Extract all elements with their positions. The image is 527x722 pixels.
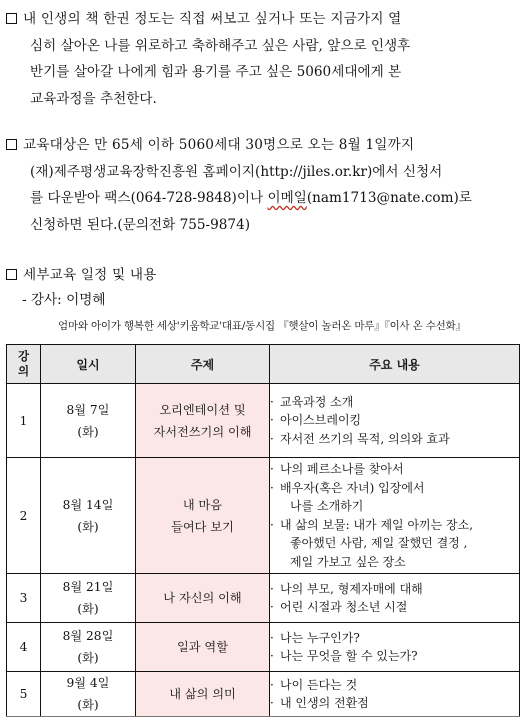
content-item xyxy=(270,629,519,648)
lecture-content xyxy=(270,384,520,458)
content-item-text: 좋아했던 사람, 제일 잘했던 결정 , xyxy=(290,536,468,550)
email-address: (nam1713@nate.com)로 xyxy=(306,190,472,206)
content-item xyxy=(270,676,519,695)
bullet-dot-icon: · xyxy=(270,413,274,428)
lecture-number: 3 xyxy=(7,574,41,623)
content-item-text: 나는 누구인가? xyxy=(280,630,360,645)
topic-text: 들여다 보기 xyxy=(171,519,234,534)
table-row xyxy=(7,384,520,458)
target-line-1: 교육대상은 만 65세 이하 5060세대 30명으로 오는 8월 1일까지 xyxy=(23,137,415,153)
lecture-date xyxy=(41,384,136,458)
topic-text: 내 삶의 의미 xyxy=(169,687,236,701)
target-line-3-a: 를 다운받아 팩스(064-728-9848)이나 xyxy=(30,190,268,206)
content-item-text: 아이스브레이킹 xyxy=(280,413,362,428)
content-item-text: 내 삶의 보물: 내가 제일 아끼는 장소, xyxy=(280,517,474,532)
content-item xyxy=(270,534,519,553)
checkbox-square-icon xyxy=(6,13,17,24)
content-item-text: 배우자(혹은 자녀) 입장에서 xyxy=(280,480,425,495)
date-text: 8월 14일 xyxy=(62,497,114,512)
content-item-text: 나의 부모, 형제자매에 대해 xyxy=(280,581,423,596)
checkbox-square-icon xyxy=(6,139,17,150)
content-item xyxy=(270,516,519,535)
bullet-dot-icon: · xyxy=(270,462,274,476)
day-text: (화) xyxy=(77,602,99,616)
target-line-3 xyxy=(6,185,520,212)
content-item-text: 어린 시절과 청소년 시절 xyxy=(280,600,408,614)
bullet-dot-icon: · xyxy=(270,394,274,409)
day-text: (화) xyxy=(77,519,99,534)
table-header-row xyxy=(7,345,520,384)
bullet-dot-icon: · xyxy=(270,600,274,614)
lecture-topic xyxy=(136,458,270,574)
bullet-dot-icon xyxy=(270,553,280,572)
lecture-number: 5 xyxy=(7,672,41,717)
lecture-content xyxy=(270,458,520,574)
date-text: 8월 28일 xyxy=(62,629,114,643)
bullet-dot-icon: · xyxy=(270,517,274,532)
lecture-date xyxy=(41,623,136,672)
instructor-line: - 강사: 이명혜 xyxy=(22,292,106,308)
bullet-dot-icon: · xyxy=(270,581,274,596)
day-text: (화) xyxy=(77,424,99,439)
bullet-dot-icon: · xyxy=(270,480,274,495)
content-item-text: 제일 가보고 싶은 장소 xyxy=(290,554,406,569)
content-item-text: 나이 든다는 것 xyxy=(280,677,358,692)
bottom-rule xyxy=(6,716,520,717)
table-row xyxy=(7,672,520,717)
content-item-text: 나의 페르소나를 찾아서 xyxy=(280,462,404,476)
content-item xyxy=(270,393,519,412)
target-line-4: 신청하면 된다.(문의전화 755-9874) xyxy=(30,216,251,233)
bullet-dot-icon xyxy=(270,534,280,553)
schedule-table xyxy=(6,344,520,717)
lecture-content xyxy=(270,623,520,672)
content-item-text: 내 인생의 전환점 xyxy=(280,696,369,710)
header-topic: 주제 xyxy=(136,345,270,384)
content-item xyxy=(270,497,519,516)
content-item-text: 나를 소개하기 xyxy=(290,499,364,513)
lecture-topic xyxy=(136,672,270,717)
topic-text: 오리엔테이션 및 xyxy=(159,402,246,417)
lecture-topic xyxy=(136,384,270,458)
checkbox-square-icon xyxy=(6,269,17,280)
intro-line-3: 반기를 살아갈 나에게 힘과 용기를 주고 싶은 5060세대에게 본 xyxy=(30,64,402,80)
content-item xyxy=(270,479,519,498)
header-date: 일시 xyxy=(41,345,136,384)
content-item xyxy=(270,430,519,449)
lecture-topic xyxy=(136,574,270,623)
day-text: (화) xyxy=(77,651,99,665)
content-item xyxy=(270,647,519,666)
target-line-2: (재)제주평생교육장학진흥원 홈페이지(http://jiles.or.kr)에서 신청서 xyxy=(30,163,443,180)
bullet-dot-icon xyxy=(270,497,280,516)
content-item xyxy=(270,598,519,617)
content-item-text: 자서전 쓰기의 목적, 의의와 효과 xyxy=(280,431,450,446)
schedule-heading-text: 세부교육 일정 및 내용 xyxy=(23,267,157,283)
topic-text: 일과 역할 xyxy=(177,640,228,654)
bullet-dot-icon: · xyxy=(270,431,274,446)
date-text: 9월 4일 xyxy=(66,676,110,690)
content-item xyxy=(270,580,519,599)
content-item-text: 교육과정 소개 xyxy=(280,394,354,409)
topic-text: 자서전쓰기의 이해 xyxy=(153,424,252,439)
lecture-topic xyxy=(136,623,270,672)
table-row xyxy=(7,458,520,574)
lecture-date xyxy=(41,458,136,574)
date-text: 8월 7일 xyxy=(66,402,110,417)
table-row xyxy=(7,574,520,623)
lecture-content xyxy=(270,672,520,717)
lecture-date xyxy=(41,574,136,623)
schedule-heading xyxy=(6,262,520,289)
topic-text: 내 마음 xyxy=(182,497,223,512)
content-item xyxy=(270,460,519,479)
intro-line-2: 심히 살아온 나를 위로하고 축하해주고 싶은 사람, 앞으로 인생후 xyxy=(30,37,411,54)
lecture-number: 4 xyxy=(7,623,41,672)
instructor-bio: 엄마와 아이가 행복한 세상'키움학교'대표/동시집 『햇살이 놀러온 마루』『이사 온 수선화』 xyxy=(58,320,466,332)
topic-text: 나 자신의 이해 xyxy=(163,591,242,605)
lecture-number: 2 xyxy=(7,458,41,574)
bullet-dot-icon: · xyxy=(270,630,274,645)
content-item xyxy=(270,694,519,713)
bullet-dot-icon: · xyxy=(270,649,274,663)
content-item-text: 나는 무엇을 할 수 있는가? xyxy=(280,649,418,663)
content-item xyxy=(270,411,519,430)
table-row xyxy=(7,623,520,672)
date-text: 8월 21일 xyxy=(62,580,114,594)
content-item xyxy=(270,553,519,572)
target-paragraph xyxy=(6,132,520,238)
lecture-number: 1 xyxy=(7,384,41,458)
lecture-content xyxy=(270,574,520,623)
intro-line-4: 교육과정을 추천한다. xyxy=(30,90,157,107)
day-text: (화) xyxy=(77,698,99,712)
email-word: 이메일 xyxy=(267,190,307,206)
intro-line-1: 내 인생의 책 한권 정도는 직접 써보고 싶거나 또는 지금가지 열 xyxy=(23,11,402,27)
header-content: 주요 내용 xyxy=(270,345,520,384)
bullet-dot-icon: · xyxy=(270,696,274,710)
bullet-dot-icon: · xyxy=(270,677,274,692)
lecture-date xyxy=(41,672,136,717)
intro-paragraph xyxy=(6,6,520,112)
header-lecture-no: 강 의 xyxy=(7,345,41,384)
